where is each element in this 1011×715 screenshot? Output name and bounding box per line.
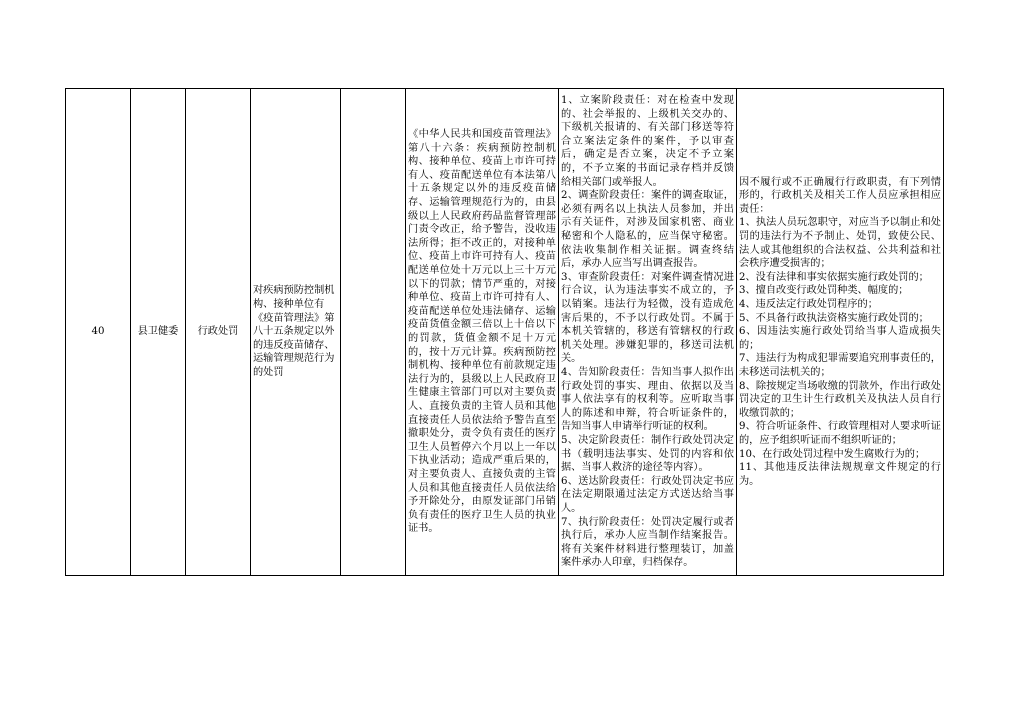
department-cell: 县卫健委 (131, 89, 186, 576)
accountability-cell: 因不履行或不正确履行行政职责，有下列情形的，行政机关及相关工作人员应承担相应责任： 1、执法人员玩忽职守，对应当予以制止和处罚的违法行为不予制止、处罚，致使公民、法人或其他组织的合法权益、公共利益和社会秩序遭受损害的； 2、没有法律和事实依据实施行政处罚的； 3、擅自改变行政处罚种类、幅度的； 4、违反法定行政处罚程序的； 5、不具备行政执法资格实施行政处罚的； 6、因违法实施行政处罚给当事人造成损失的； 7、违法行为构成犯罪需要追究刑事责任的，未移送司法机关的； 8、除按规定当场收缴的罚款外，作出行政处罚决定的卫生计生行政机关及执法人员自行收缴罚款的； 9、符合听证条件、行政管理相对人要求听证的，应予组织听证而不组织听证的； 10、在行政处罚过程中发生腐败行为的； 11、其他违反法律法规规章文件规定的行为。 (737, 89, 944, 576)
responsibility-table (65, 88, 944, 576)
power-type-cell: 行政处罚 (186, 89, 251, 576)
table-row (66, 89, 944, 576)
item-name-cell: 对疾病预防控制机构、接种单位有《疫苗管理法》第八十五条规定以外的违反疫苗储存、运输管理规范行为的处罚 (251, 89, 341, 576)
row-number: 40 (66, 89, 131, 576)
duty-stages-cell: 1、立案阶段责任：对在检查中发现的、社会举报的、上级机关交办的、下级机关报请的、有关部门移送等符合立案法定条件的案件，予以审查后，确定是否立案，决定不予立案的，不予立案的书面记录存档并反馈给相关部门或举报人。 2、调查阶段责任：案件的调查取证，必须有两名以上执法人员参加，并出示有关证件，对涉及国家机密、商业秘密和个人隐私的，应当保守秘密。依法收集制作相关证据。调查终结后，承办人应当写出调查报告。 3、审查阶段责任：对案件调查情况进行合议，认为违法事实不成立的，予以销案。违法行为轻微，没有造成危害后果的，不予以行政处罚。不属于本机关管辖的，移送有管辖权的行政机关处理。涉嫌犯罪的，移送司法机关。 4、告知阶段责任：告知当事人拟作出行政处罚的事实、理由、依据以及当事人依法享有的权利等。应听取当事人的陈述和申辩，符合听证条件的，告知当事人申请举行听证的权利。 5、决定阶段责任：制作行政处罚决定书（载明违法事实、处罚的内容和依据、当事人救济的途径等内容）。 6、送达阶段责任：行政处罚决定书应在法定期限通过法定方式送达给当事人。 7、执行阶段责任：处罚决定履行或者执行后，承办人应当制作结案报告。将有关案件材料进行整理装订，加盖案件承办人印章，归档保存。 (559, 89, 737, 576)
legal-basis-cell: 《中华人民共和国疫苗管理法》第八十六条：疾病预防控制机构、接种单位、疫苗上市许可持有人、疫苗配送单位有本法第八十五条规定以外的违反疫苗储存、运输管理规范行为的，由县级以上人民政府药品监督管理部门责令改正，给予警告，没收违法所得；拒不改正的，对接种单位、疫苗上市许可持有人、疫苗配送单位处十万元以上三十万元以下的罚款；情节严重的，对接种单位、疫苗上市许可持有人、疫苗配送单位处违法储存、运输疫苗货值金额三倍以上十倍以下的罚款，货值金额不足十万元的，按十万元计算。疾病预防控制机构、接种单位有前款规定违法行为的，县级以上人民政府卫生健康主管部门可以对主要负责人、直接负责的主管人员和其他直接责任人员依法给予警告直至撤职处分，责令负有责任的医疗卫生人员暂停六个月以上一年以下执业活动；造成严重后果的，对主要负责人、直接负责的主管人员和其他直接责任人员依法给予开除处分，由原发证部门吊销负有责任的医疗卫生人员的执业证书。 (406, 89, 559, 576)
blank-cell (341, 89, 406, 576)
